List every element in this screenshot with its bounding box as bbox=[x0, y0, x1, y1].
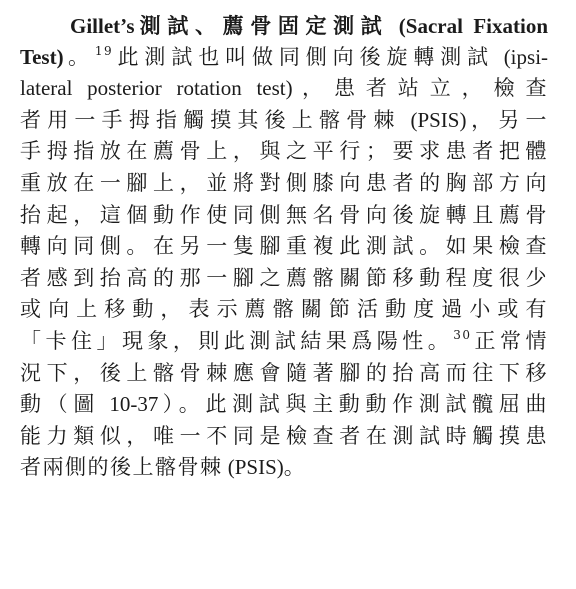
text-line bbox=[20, 105, 548, 137]
text-span: ，患者站立，檢查 bbox=[292, 76, 548, 101]
text-line bbox=[20, 294, 548, 326]
citation-superscript: 19 bbox=[94, 43, 114, 58]
text-span: 正常情 bbox=[471, 328, 549, 353]
text-span: 手拇指放在薦骨上，與之平行；要求患者把體 bbox=[20, 139, 548, 164]
text-line bbox=[20, 73, 548, 105]
text-line bbox=[20, 200, 548, 232]
text-span: (PSIS) bbox=[400, 107, 467, 132]
text-line bbox=[20, 389, 548, 421]
text-line bbox=[20, 358, 548, 390]
text-span: ）。此測試與主動動作測試髖屈曲 bbox=[158, 392, 549, 417]
text-line bbox=[20, 326, 548, 358]
document-page bbox=[20, 10, 548, 484]
text-span: 況下，後上髂骨棘應會隨著腳的抬高而往下移 bbox=[20, 360, 548, 385]
text-span: 「卡住」現象，則此測試結果爲陽性。 bbox=[20, 328, 454, 353]
text-span: (Sacral Fixation bbox=[388, 14, 548, 38]
text-line bbox=[20, 168, 548, 200]
text-span: 動（圖 bbox=[20, 392, 101, 417]
text-line bbox=[20, 42, 548, 74]
text-span: 能力類似，唯一不同是檢查者在測試時觸摸患 bbox=[20, 423, 548, 448]
text-span: 者用一手拇指觸摸其後上髂骨棘 bbox=[20, 107, 401, 132]
paragraph-gillet-test bbox=[20, 10, 548, 484]
text-line bbox=[20, 263, 548, 295]
text-span: Gillet’s bbox=[70, 14, 135, 38]
text-span: 重放在一腳上，並將對側膝向患者的胸部方向 bbox=[20, 170, 548, 195]
text-span: Test) bbox=[20, 44, 64, 69]
text-span: 或向上移動，表示薦髂關節活動度過小或有 bbox=[20, 297, 548, 322]
text-span: 測試、薦骨固定測試 bbox=[134, 13, 389, 38]
text-span: 10-37 bbox=[100, 392, 159, 417]
text-span: ，另一 bbox=[466, 107, 549, 132]
text-line bbox=[20, 452, 548, 484]
text-span: (ipsi- bbox=[494, 44, 549, 69]
text-span: 者感到抬高的那一腳之薦髂關節移動程度很少 bbox=[20, 265, 548, 290]
text-line bbox=[20, 10, 548, 42]
text-line bbox=[20, 136, 548, 168]
text-span: 抬起，這個動作使同側無名骨向後旋轉且薦骨 bbox=[20, 202, 548, 227]
text-span: (PSIS) bbox=[222, 455, 284, 480]
text-span: 此測試也叫做同側向後旋轉測試 bbox=[113, 44, 495, 69]
citation-superscript: 30 bbox=[453, 327, 472, 342]
text-line bbox=[20, 421, 548, 453]
text-span: lateral posterior rotation test) bbox=[20, 76, 293, 101]
text-span: 者兩側的後上髂骨棘 bbox=[20, 455, 223, 480]
text-line bbox=[20, 231, 548, 263]
text-span: 。 bbox=[63, 44, 95, 69]
text-span: 。 bbox=[283, 455, 307, 480]
text-span: 轉向同側。在另一隻腳重複此測試。如果檢查 bbox=[20, 234, 548, 259]
